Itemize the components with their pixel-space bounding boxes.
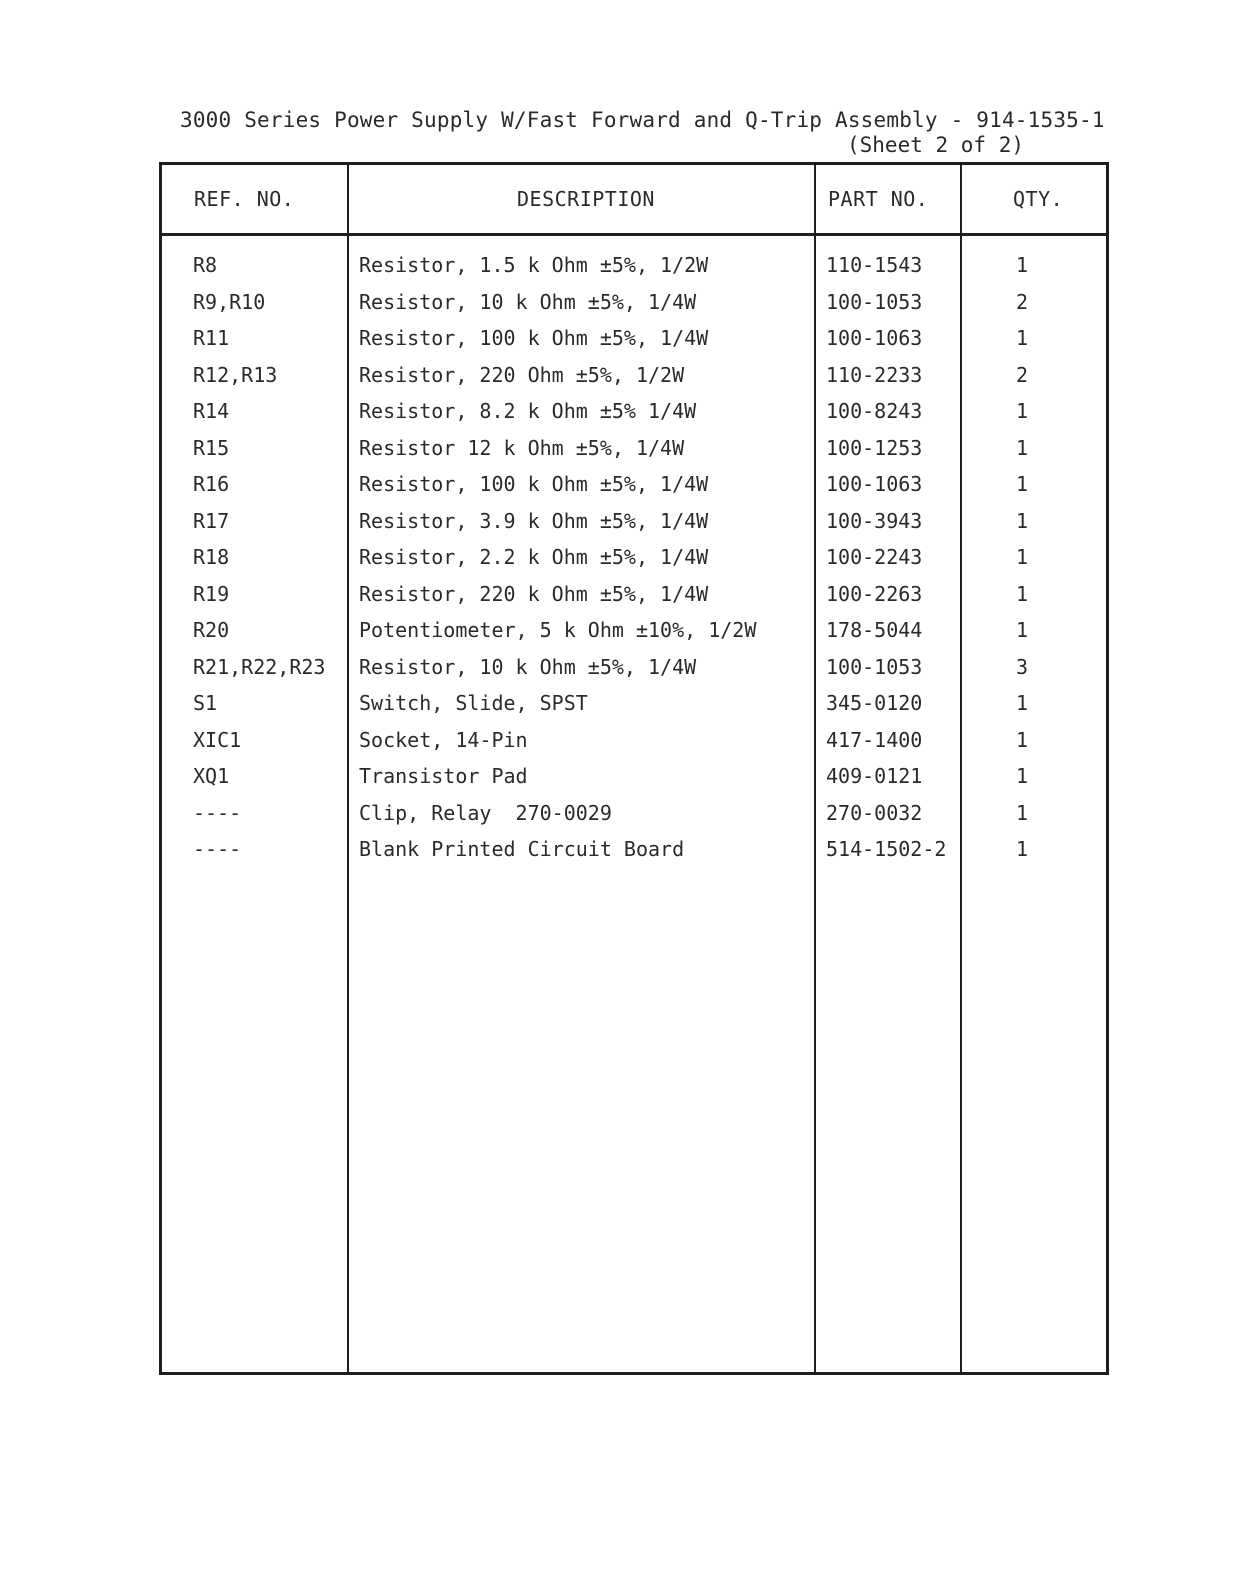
header-description: DESCRIPTION [517, 187, 655, 211]
part-no-cell: 110-1543 [826, 253, 923, 277]
header-qty: QTY. [1013, 187, 1064, 211]
ref-no-cell: XQ1 [193, 764, 230, 788]
ref-no-cell: R8 [193, 253, 218, 277]
qty-cell: 1 [1015, 691, 1029, 715]
ref-no-cell: R19 [193, 581, 230, 606]
part-no-cell: 100-1063 [826, 326, 923, 350]
qty-cell: 1 [1015, 618, 1029, 642]
sheet-label: (Sheet 2 of 2) [847, 133, 1025, 157]
description-cell: Potentiometer, 5 k Ohm ±10%, 1/2W [359, 618, 757, 642]
description-cell: Resistor, 220 k Ohm ±5%, 1/4W [359, 581, 709, 606]
qty-cell: 1 [1015, 253, 1029, 277]
qty-cell: 1 [1015, 837, 1029, 861]
table-row [162, 436, 1106, 473]
ref-no-cell: R21,R22,R23 [193, 654, 326, 679]
table-row [162, 509, 1106, 546]
part-no-cell: 100-1053 [826, 654, 923, 679]
table-body [162, 253, 1106, 874]
description-cell: Resistor, 2.2 k Ohm ±5%, 1/4W [359, 545, 709, 569]
table-row [162, 363, 1106, 400]
ref-no-cell: ---- [193, 837, 242, 861]
ref-no-cell: ---- [193, 800, 242, 825]
description-cell: Resistor, 8.2 k Ohm ±5% 1/4W [359, 399, 697, 423]
table-row [162, 655, 1106, 692]
ref-no-cell: XIC1 [193, 727, 242, 752]
part-no-cell: 100-2243 [826, 545, 923, 569]
part-no-cell: 100-2263 [826, 581, 923, 606]
ref-no-cell: R18 [193, 545, 230, 569]
ref-no-cell: R12,R13 [193, 362, 278, 387]
qty-cell: 1 [1015, 472, 1029, 496]
description-cell: Resistor, 10 k Ohm ±5%, 1/4W [359, 654, 697, 679]
part-no-cell: 100-3943 [826, 508, 923, 533]
qty-cell: 1 [1015, 435, 1029, 460]
qty-cell: 1 [1015, 545, 1029, 569]
ref-no-cell: R15 [193, 435, 230, 460]
qty-cell: 1 [1015, 581, 1029, 606]
header-divider [162, 233, 1106, 236]
document-title: 3000 Series Power Supply W/Fast Forward and Q-Trip Assembly - 914-1535-1 [180, 108, 1105, 132]
part-no-cell: 270-0032 [826, 800, 923, 825]
qty-cell: 1 [1015, 399, 1029, 423]
part-no-cell: 345-0120 [826, 691, 923, 715]
table-row [162, 290, 1106, 327]
part-no-cell: 110-2233 [826, 362, 923, 387]
table-row [162, 545, 1106, 582]
part-no-cell: 178-5044 [826, 618, 923, 642]
qty-cell: 1 [1015, 800, 1029, 825]
description-cell: Switch, Slide, SPST [359, 691, 588, 715]
description-cell: Blank Printed Circuit Board [359, 837, 685, 861]
header-part-no: PART NO. [828, 187, 929, 211]
description-cell: Resistor, 3.9 k Ohm ±5%, 1/4W [359, 508, 709, 533]
qty-cell: 1 [1015, 326, 1029, 350]
description-cell: Resistor, 10 k Ohm ±5%, 1/4W [359, 289, 697, 314]
table-row [162, 837, 1106, 874]
part-no-cell: 409-0121 [826, 764, 923, 788]
qty-cell: 3 [1015, 654, 1029, 679]
ref-no-cell: R14 [193, 399, 230, 423]
description-cell: Socket, 14-Pin [359, 727, 528, 752]
qty-cell: 1 [1015, 508, 1029, 533]
table-row [162, 253, 1106, 290]
part-no-cell: 100-8243 [826, 399, 923, 423]
part-no-cell: 417-1400 [826, 727, 923, 752]
ref-no-cell: R17 [193, 508, 230, 533]
ref-no-cell: R20 [193, 618, 230, 642]
qty-cell: 2 [1015, 289, 1029, 314]
qty-cell: 1 [1015, 764, 1029, 788]
parts-table [159, 162, 1109, 1375]
description-cell: Resistor, 220 Ohm ±5%, 1/2W [359, 362, 685, 387]
ref-no-cell: R16 [193, 472, 230, 496]
part-no-cell: 100-1253 [826, 435, 923, 460]
qty-cell: 1 [1015, 727, 1029, 752]
table-row [162, 801, 1106, 838]
ref-no-cell: S1 [193, 691, 218, 715]
ref-no-cell: R9,R10 [193, 289, 266, 314]
table-row [162, 728, 1106, 765]
table-row [162, 618, 1106, 655]
table-row [162, 691, 1106, 728]
qty-cell: 2 [1015, 362, 1029, 387]
ref-no-cell: R11 [193, 326, 230, 350]
description-cell: Resistor 12 k Ohm ±5%, 1/4W [359, 435, 685, 460]
table-row [162, 472, 1106, 509]
header-ref-no: REF. NO. [194, 187, 295, 211]
part-no-cell: 100-1053 [826, 289, 923, 314]
part-no-cell: 514-1502-2 [826, 837, 947, 861]
table-row [162, 764, 1106, 801]
part-no-cell: 100-1063 [826, 472, 923, 496]
table-row [162, 399, 1106, 436]
description-cell: Clip, Relay 270-0029 [359, 800, 612, 825]
description-cell: Resistor, 100 k Ohm ±5%, 1/4W [359, 326, 709, 350]
description-cell: Resistor, 1.5 k Ohm ±5%, 1/2W [359, 253, 709, 277]
description-cell: Resistor, 100 k Ohm ±5%, 1/4W [359, 472, 709, 496]
description-cell: Transistor Pad [359, 764, 528, 788]
table-row [162, 326, 1106, 363]
table-row [162, 582, 1106, 619]
